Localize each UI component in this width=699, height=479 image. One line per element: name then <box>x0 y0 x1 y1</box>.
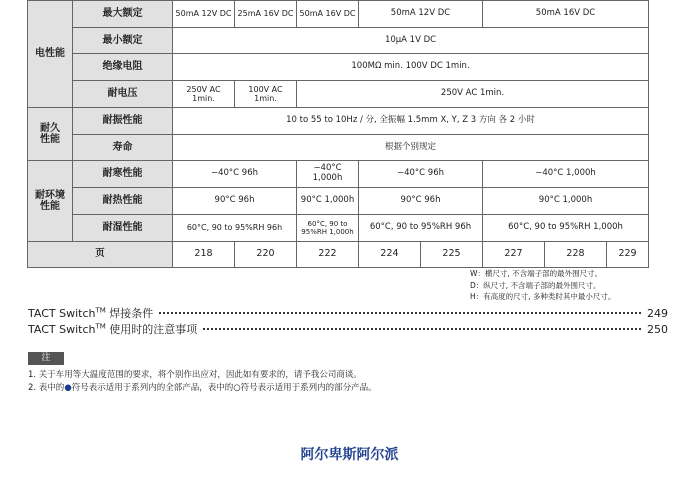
dimension-note-d: D：纵尺寸, 不含端子部的最外围尺寸。 <box>470 280 601 290</box>
row-page <box>28 242 649 268</box>
label-min-rating: 最小额定 <box>73 28 173 54</box>
cell: 10 to 55 to 10Hz / 分, 全振幅 1.5mm X, Y, Z 3 方向 各 2 小时 <box>173 108 649 135</box>
label-life: 寿命 <box>73 135 173 161</box>
note-line-2: 2. 表中的●符号表示适用于系列内的全部产品，表中的○符号表示适用于系列内的部分产品。 <box>28 383 377 393</box>
cell: 90°C 96h <box>173 188 297 215</box>
toc-item-precautions[interactable] <box>28 321 668 337</box>
cell: 50mA 12V DC <box>359 1 483 28</box>
label-vibration: 耐振性能 <box>73 108 173 135</box>
toc-leader-dots <box>203 328 641 330</box>
row-cold <box>28 161 649 188</box>
cell: 90°C 1,000h <box>297 188 359 215</box>
toc-label: TACT Switch™ 焊接条件 <box>28 306 154 320</box>
page-link[interactable]: 220 <box>235 242 297 268</box>
row-vibration <box>28 108 649 135</box>
group-electrical: 电性能 <box>28 1 73 108</box>
toc-page-number: 249 <box>647 307 668 320</box>
cell: 250V AC 1min. <box>173 81 235 108</box>
page-link[interactable]: 229 <box>607 242 649 268</box>
cell: 100MΩ min. 100V DC 1min. <box>173 54 649 81</box>
cell: 60°C, 90 to 95%RH 1,000h <box>297 215 359 242</box>
dimension-notes <box>470 268 668 303</box>
cell: −40°C 96h <box>173 161 297 188</box>
label-insulation: 绝缘电阻 <box>73 54 173 81</box>
label-cold: 耐寒性能 <box>73 161 173 188</box>
cell: 50mA 16V DC <box>483 1 649 28</box>
dimension-note-w: W：横尺寸, 不含端子部的最外围尺寸。 <box>470 269 603 278</box>
notes-heading: 注 <box>28 352 64 365</box>
cell: −40°C 1,000h <box>483 161 649 188</box>
label-max-rating: 最大额定 <box>73 1 173 28</box>
cell: 50mA 16V DC <box>297 1 359 28</box>
page-link[interactable]: 222 <box>297 242 359 268</box>
brand-name: 阿尔卑斯阿尔派 <box>300 447 399 463</box>
page-link[interactable]: 228 <box>545 242 607 268</box>
group-durability: 耐久 性能 <box>28 108 73 161</box>
cell: 90°C 96h <box>359 188 483 215</box>
spec-table <box>27 0 649 268</box>
cell: 60°C, 90 to 95%RH 96h <box>359 215 483 242</box>
cell: 根据个别规定 <box>173 135 649 161</box>
row-life <box>28 135 649 161</box>
cell: 250V AC 1min. <box>297 81 649 108</box>
row-heat <box>28 188 649 215</box>
group-environmental: 耐环境 性能 <box>28 161 73 242</box>
cell: 60°C, 90 to 95%RH 1,000h <box>483 215 649 242</box>
row-min-rating <box>28 28 649 54</box>
page-link[interactable]: 227 <box>483 242 545 268</box>
cell: −40°C 96h <box>359 161 483 188</box>
cell: −40°C 1,000h <box>297 161 359 188</box>
toc-item-soldering[interactable] <box>28 305 668 321</box>
toc-label: TACT Switch™ 使用时的注意事项 <box>28 322 198 336</box>
open-circle-icon: ○ <box>233 383 241 393</box>
label-withstand: 耐电压 <box>73 81 173 108</box>
row-humidity <box>28 215 649 242</box>
note-line-1: 1. 关于车用等大温度范围的要求，将个别作出应对，因此如有要求的，请予我公司商谈。 <box>28 370 362 380</box>
page-link[interactable]: 224 <box>359 242 421 268</box>
label-heat: 耐热性能 <box>73 188 173 215</box>
row-max-rating <box>28 1 649 28</box>
cell: 10μA 1V DC <box>173 28 649 54</box>
page-link[interactable]: 218 <box>173 242 235 268</box>
label-humidity: 耐湿性能 <box>73 215 173 242</box>
toc-leader-dots <box>159 312 641 314</box>
label-page: 页 <box>28 242 173 268</box>
toc-page-number: 250 <box>647 323 668 336</box>
notes-list <box>28 369 377 395</box>
page-link[interactable]: 225 <box>421 242 483 268</box>
row-insulation <box>28 54 649 81</box>
cell: 90°C 1,000h <box>483 188 649 215</box>
cell: 100V AC 1min. <box>235 81 297 108</box>
cell: 60°C, 90 to 95%RH 96h <box>173 215 297 242</box>
filled-circle-icon: ● <box>64 383 72 393</box>
cell: 50mA 12V DC <box>173 1 235 28</box>
cell: 25mA 16V DC <box>235 1 297 28</box>
dimension-note-h: H：有高度的尺寸, 多种类时其中最小尺寸。 <box>470 292 616 301</box>
row-withstand <box>28 81 649 108</box>
